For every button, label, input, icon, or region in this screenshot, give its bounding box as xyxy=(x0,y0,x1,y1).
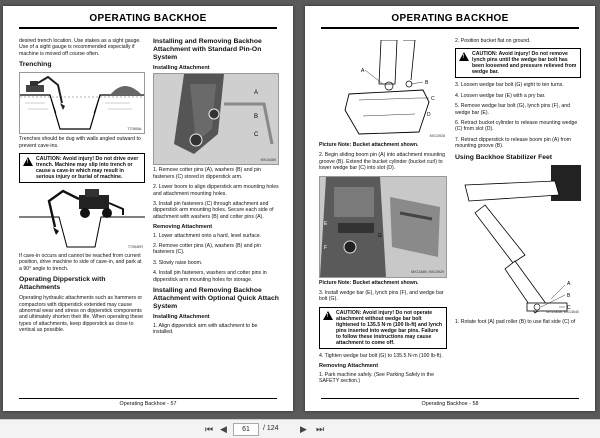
page-header xyxy=(3,6,293,32)
install-step-1: 1. Remove cotter pins (A), washers (B) and pin fasteners (C) stored in dipperstick arm. xyxy=(153,167,261,180)
quick-attach-step-1: 1. Align dipperstick arm with attachment to be installed. xyxy=(153,322,258,335)
stabilizer-heading: Using Backhoe Stabilizer Feet xyxy=(455,153,553,161)
figure-code: MX10489 xyxy=(260,158,276,162)
remove-step-6: 6. Retract bucket cylinder to release mounting wedge (C) from slot (D). xyxy=(455,120,578,133)
figure-code: T7054ER xyxy=(127,244,143,249)
page-number-input[interactable]: 61 xyxy=(233,423,259,436)
warning-icon xyxy=(323,311,333,320)
svg-text:A: A xyxy=(254,90,259,97)
pin-on-heading: Installing and Removing Backhoe Attachment with Standard Pin-On System xyxy=(153,38,262,61)
warning-icon xyxy=(459,52,469,61)
trench-illustration xyxy=(19,72,145,134)
stabilizer-drawing xyxy=(455,165,581,317)
quick-attach-heading: Installing and Removing Backhoe Attachment with Optional Quick Attach System xyxy=(153,287,279,311)
last-page-icon[interactable]: ⏭ xyxy=(316,424,325,434)
picture-note-2: Picture Note: Bucket attachment shown. xyxy=(319,279,419,286)
removing-subheading: Removing Attachment xyxy=(319,363,379,370)
remove-step-1: 1. Park machine safely. (See Parking Safely in the SAFETY section.) xyxy=(319,371,434,385)
step-2: 2. Begin sliding boom pin (A) into attachment mounting groove (B). Extend the bucket cylinder (bucket curl) to lower wedge bar (C) into slot (D). xyxy=(319,152,446,172)
page-title: OPERATING BACKHOE xyxy=(89,13,207,24)
svg-text:F: F xyxy=(324,244,328,251)
picture-note: Picture Note: Bucket attachment shown. xyxy=(319,142,419,148)
caution-text: CAUTION: Avoid injury! Do not remove lynch pins until the wedge bar bolt has been loosened and pressure relieved from wedge bar. xyxy=(472,51,577,76)
install-step-3: 3. Install pin fasteners (C) through attachment and dipperstick arm mounting holes. Secure each side of attachment with washers (B) and cotter pins (A). xyxy=(153,201,274,220)
page-navigation-toolbar xyxy=(0,419,600,438)
footer-rule xyxy=(321,398,579,399)
svg-text:B: B xyxy=(567,292,571,299)
right-column xyxy=(455,38,581,329)
page-header xyxy=(305,6,595,32)
caution-box xyxy=(319,307,447,349)
next-page-icon[interactable]: ▶ xyxy=(300,424,307,434)
svg-text:C: C xyxy=(567,304,571,311)
intro-text: desired trench location. Use stakes as a sight gauge. Use of a sight gauge is recommended especially if machine is moved off course often. xyxy=(19,38,141,57)
stabilizer-illustration xyxy=(455,165,581,317)
left-column xyxy=(319,38,447,388)
right-column xyxy=(153,38,279,339)
dipperstick-photo xyxy=(153,73,279,165)
page-footer: Operating Backhoe - 58 xyxy=(421,401,479,407)
dipperstick-text: Operating hydraulic attachments such as hammers or compactors with dipperstick extended may cause abnormal wear and stress on dipperstick components and ultimately shorten their life. When operating these types of attachments, keep dipperstick as close to vertical as possible. xyxy=(19,295,143,334)
backhoe-illustration xyxy=(19,187,145,251)
dipperstick-drawing xyxy=(154,74,279,164)
page-title: OPERATING BACKHOE xyxy=(391,13,509,24)
svg-text:A: A xyxy=(361,68,365,74)
footer-rule xyxy=(19,398,277,399)
right-page xyxy=(305,6,595,411)
previous-page-icon[interactable]: ◀ xyxy=(220,424,227,434)
caution-box xyxy=(19,153,145,183)
install-step-2: 2. Lower boom to align dipperstick arm mounting holes and attachment mounting holes. xyxy=(153,184,279,197)
left-page xyxy=(3,6,293,411)
page-footer: Operating Backhoe - 57 xyxy=(119,401,177,407)
caution-text: CAUTION: Avoid injury! Do not operate attachment without wedge bar bolt tightened to 135.5 N·m (100 lb-ft) and lynch pins inserted into wedge bar pins. Failure to follow these instructions may cause attachment to come off. xyxy=(336,309,443,346)
total-pages: / 124 xyxy=(263,425,279,432)
remove-step-5: 5. Remove wedge bar bolt (G), lynch pins (F), and wedge bar (E). xyxy=(455,103,571,116)
dipperstick-heading: Operating Dipperstick with Attachments xyxy=(19,276,106,292)
header-rule xyxy=(19,27,277,29)
installing-subheading-2: Installing Attachment xyxy=(153,314,210,321)
svg-text:B: B xyxy=(425,80,429,86)
installing-subheading: Installing Attachment xyxy=(153,65,210,71)
wedge-bar-photo xyxy=(319,176,447,278)
caution-box xyxy=(455,48,581,78)
figure-code: T7089AL xyxy=(127,126,142,131)
trenching-heading: Trenching xyxy=(19,61,52,69)
removing-subheading: Removing Attachment xyxy=(153,224,213,231)
rotate-step: 1. Rotate foot (A) pad roller (B) to use flat side (C) of xyxy=(455,318,576,325)
svg-text:B: B xyxy=(254,114,259,121)
svg-text:D: D xyxy=(427,112,431,118)
trench-text: Trenches should be dug with walls angled outward to prevent cave-ins. xyxy=(19,136,141,149)
step-3: 3. Install wedge bar (E), lynch pins (F), and wedge bar bolt (G). xyxy=(319,290,444,303)
remove-step-3: 3. Slowly raise boom. xyxy=(153,259,203,266)
svg-text:G: G xyxy=(378,232,382,239)
figure-code: MX13858, MX13640 xyxy=(546,310,579,315)
remove-step-3: 3. Loosen wedge bar bolt (G) eight to ten turns. xyxy=(455,82,564,89)
wedge-bar-drawing xyxy=(320,177,447,277)
remove-step-2: 2. Position bucket flat on ground. xyxy=(455,38,531,44)
backhoe-drawing xyxy=(19,187,145,251)
boom-pin-illustration xyxy=(319,40,447,140)
svg-text:E: E xyxy=(324,220,328,227)
step-4: 4. Tighten wedge bar bolt (G) to 135.5 N·m (100 lb-ft). xyxy=(319,352,443,359)
boom-pin-drawing xyxy=(319,40,447,140)
svg-text:A: A xyxy=(567,280,571,287)
trench-drawing xyxy=(20,73,145,133)
remove-step-2: 2. Remove cotter pins (A), washers (B) and pin fasteners (C). xyxy=(153,243,261,256)
remove-step-4: 4. Install pin fasteners, washers and cotter pins in dipperstick arm mounting holes for storage. xyxy=(153,270,267,283)
remove-step-4: 4. Loosen wedge bar (E) with a pry bar. xyxy=(455,92,546,99)
first-page-icon[interactable]: ⏮ xyxy=(205,424,214,434)
remove-step-1: 1. Lower attachment onto a hard, level surface. xyxy=(153,232,262,239)
svg-text:C: C xyxy=(254,132,259,139)
svg-text:C: C xyxy=(431,96,435,102)
warning-icon xyxy=(23,157,33,166)
left-column xyxy=(19,38,145,338)
header-rule xyxy=(321,27,579,29)
remove-step-7: 7. Retract dipperstick to release boom pin (A) from mounting groove (B). xyxy=(455,136,571,150)
caution-text: CAUTION: Avoid injury! Do not drive over trench. Machine may slip into trench or cause a cave-in which may result in serious injury or burial of machine. xyxy=(36,156,139,181)
cavein-text: If cave-in occurs and cannot be reached from current position, drive machine to side of cave-in, and park at a 90° angle to trench. xyxy=(19,253,142,272)
figure-code: MX13928 xyxy=(429,133,445,138)
figure-code: MX13489, MX13929 xyxy=(411,270,444,275)
